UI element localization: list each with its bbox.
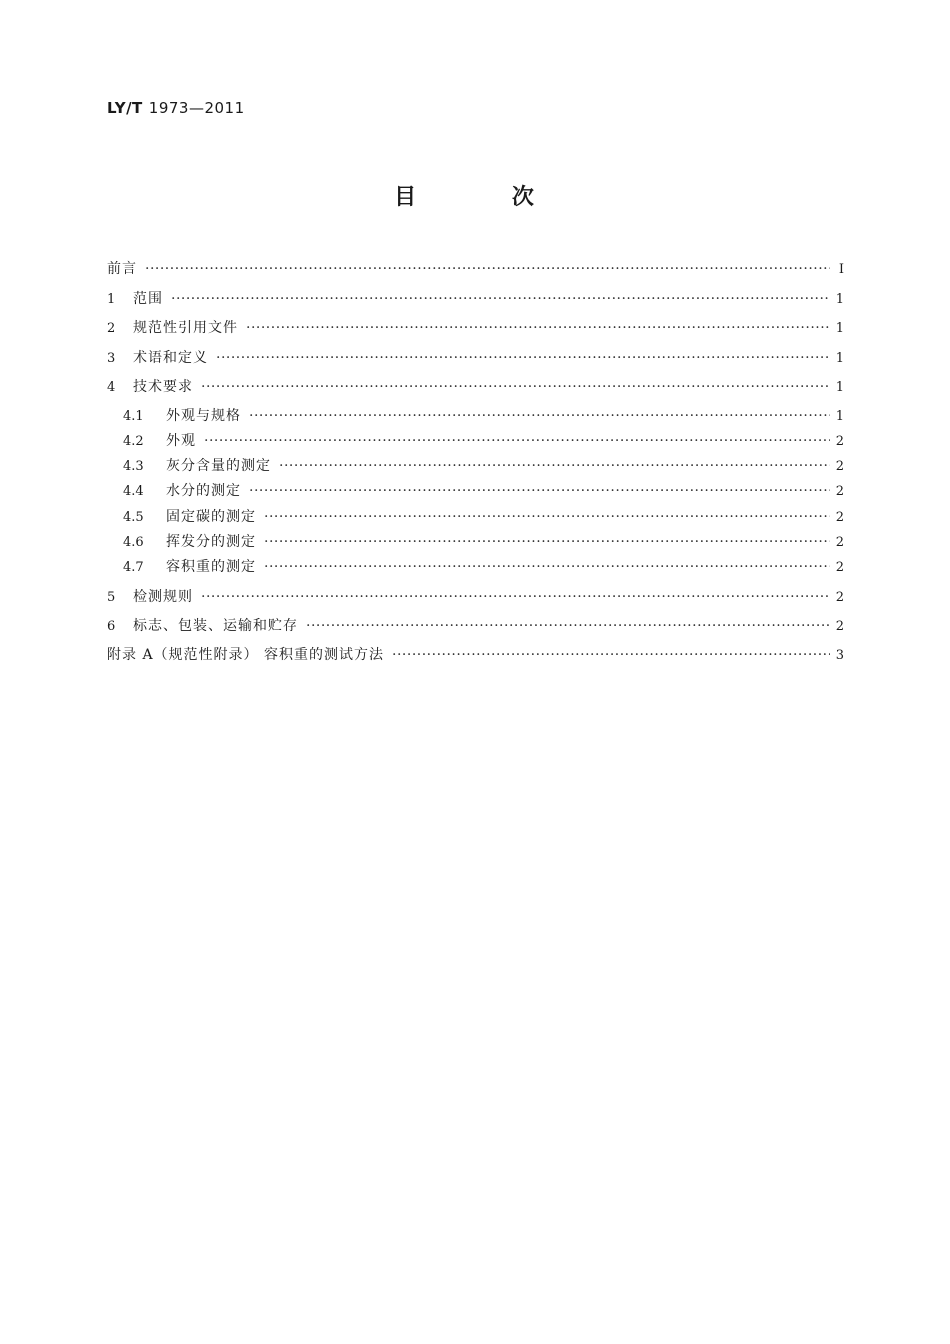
toc-entry-page: 1 [835, 321, 844, 336]
toc-entry-label: 标志、包装、运输和贮存 [133, 618, 298, 634]
toc-entry-3[interactable] [107, 347, 844, 369]
toc-entry-appendix-a[interactable] [107, 644, 844, 666]
toc-entry-label: 检测规则 [133, 589, 193, 605]
toc-entry-4-5[interactable] [123, 506, 844, 528]
toc-entry-number: 6 [107, 619, 116, 634]
toc-dot-leader [279, 455, 830, 477]
toc-entry-label: 固定碳的测定 [166, 509, 256, 525]
toc-entry-page: 2 [835, 619, 844, 634]
toc-entry-number: 4.4 [123, 484, 144, 499]
toc-entry-page: 1 [835, 380, 844, 395]
toc-entry-page: 2 [835, 459, 844, 474]
toc-entry-page: 2 [835, 535, 844, 550]
toc-dot-leader [306, 615, 830, 637]
toc-dot-leader [145, 258, 830, 280]
toc-dot-leader [249, 480, 830, 502]
toc-entry-label: 容积重的测定 [166, 559, 256, 575]
toc-entry-page: Ⅰ [838, 262, 844, 277]
toc-dot-leader [246, 317, 830, 339]
toc-title: 目 次 [394, 185, 578, 210]
toc-entry-foreword[interactable] [107, 258, 844, 280]
toc-entry-page: 3 [835, 648, 844, 663]
toc-entry-page: 2 [835, 510, 844, 525]
toc-entry-label: 技术要求 [133, 379, 193, 395]
toc-entry-4-2[interactable] [123, 430, 844, 452]
toc-entry-number: 5 [107, 590, 116, 605]
toc-entry-4-3[interactable] [123, 455, 844, 477]
toc-entry-page: 1 [835, 351, 844, 366]
toc-entry-number: 4.3 [123, 459, 144, 474]
toc-entry-4[interactable] [107, 376, 844, 398]
toc-dot-leader [264, 506, 830, 528]
toc-dot-leader [204, 430, 830, 452]
document-code-number: 1973—2011 [148, 99, 245, 117]
toc-dot-leader [264, 556, 830, 578]
toc-entry-page: 1 [835, 409, 844, 424]
toc-entry-page: 2 [835, 590, 844, 605]
document-code [107, 99, 245, 117]
toc-entry-label: 灰分含量的测定 [166, 458, 271, 474]
toc-entry-2[interactable] [107, 317, 844, 339]
toc-entry-6[interactable] [107, 615, 844, 637]
toc-entry-label: 范围 [133, 291, 163, 307]
toc-entry-4-7[interactable] [123, 556, 844, 578]
toc-entry-4-4[interactable] [123, 480, 844, 502]
toc-dot-leader [392, 644, 830, 666]
toc-entry-number: 4.6 [123, 535, 144, 550]
toc-entry-4-1[interactable] [123, 405, 844, 427]
toc-entry-label: 外观与规格 [166, 408, 241, 424]
toc-entry-5[interactable] [107, 586, 844, 608]
toc-entry-page: 2 [835, 434, 844, 449]
toc-entry-number: 1 [107, 292, 116, 307]
toc-entry-page: 2 [835, 484, 844, 499]
toc-entry-number: 3 [107, 351, 116, 366]
toc-entry-number: 4.2 [123, 434, 144, 449]
toc-dot-leader [171, 288, 830, 310]
toc-entry-number: 2 [107, 321, 116, 336]
document-code-prefix: LY/T [107, 99, 143, 117]
toc-dot-leader [201, 376, 830, 398]
toc-entry-label: 前言 [107, 261, 137, 277]
toc-entry-1[interactable] [107, 288, 844, 310]
toc-entry-page: 2 [835, 560, 844, 575]
toc-entry-number: 4 [107, 380, 116, 395]
toc-entry-label: 规范性引用文件 [133, 320, 238, 336]
toc-dot-leader [201, 586, 830, 608]
toc-entry-4-6[interactable] [123, 531, 844, 553]
toc-entry-label: 水分的测定 [166, 483, 241, 499]
toc-entry-number: 4.5 [123, 510, 144, 525]
toc-entry-label: 附录 A（规范性附录） 容积重的测试方法 [107, 647, 385, 663]
toc-entry-label: 术语和定义 [133, 350, 208, 366]
toc-entry-number: 4.1 [123, 409, 144, 424]
toc-dot-leader [216, 347, 830, 369]
toc-dot-leader [249, 405, 830, 427]
toc-dot-leader [264, 531, 830, 553]
toc-entry-page: 1 [835, 292, 844, 307]
toc-entry-label: 外观 [166, 433, 196, 449]
toc-entry-label: 挥发分的测定 [166, 534, 256, 550]
toc-entry-number: 4.7 [123, 560, 144, 575]
